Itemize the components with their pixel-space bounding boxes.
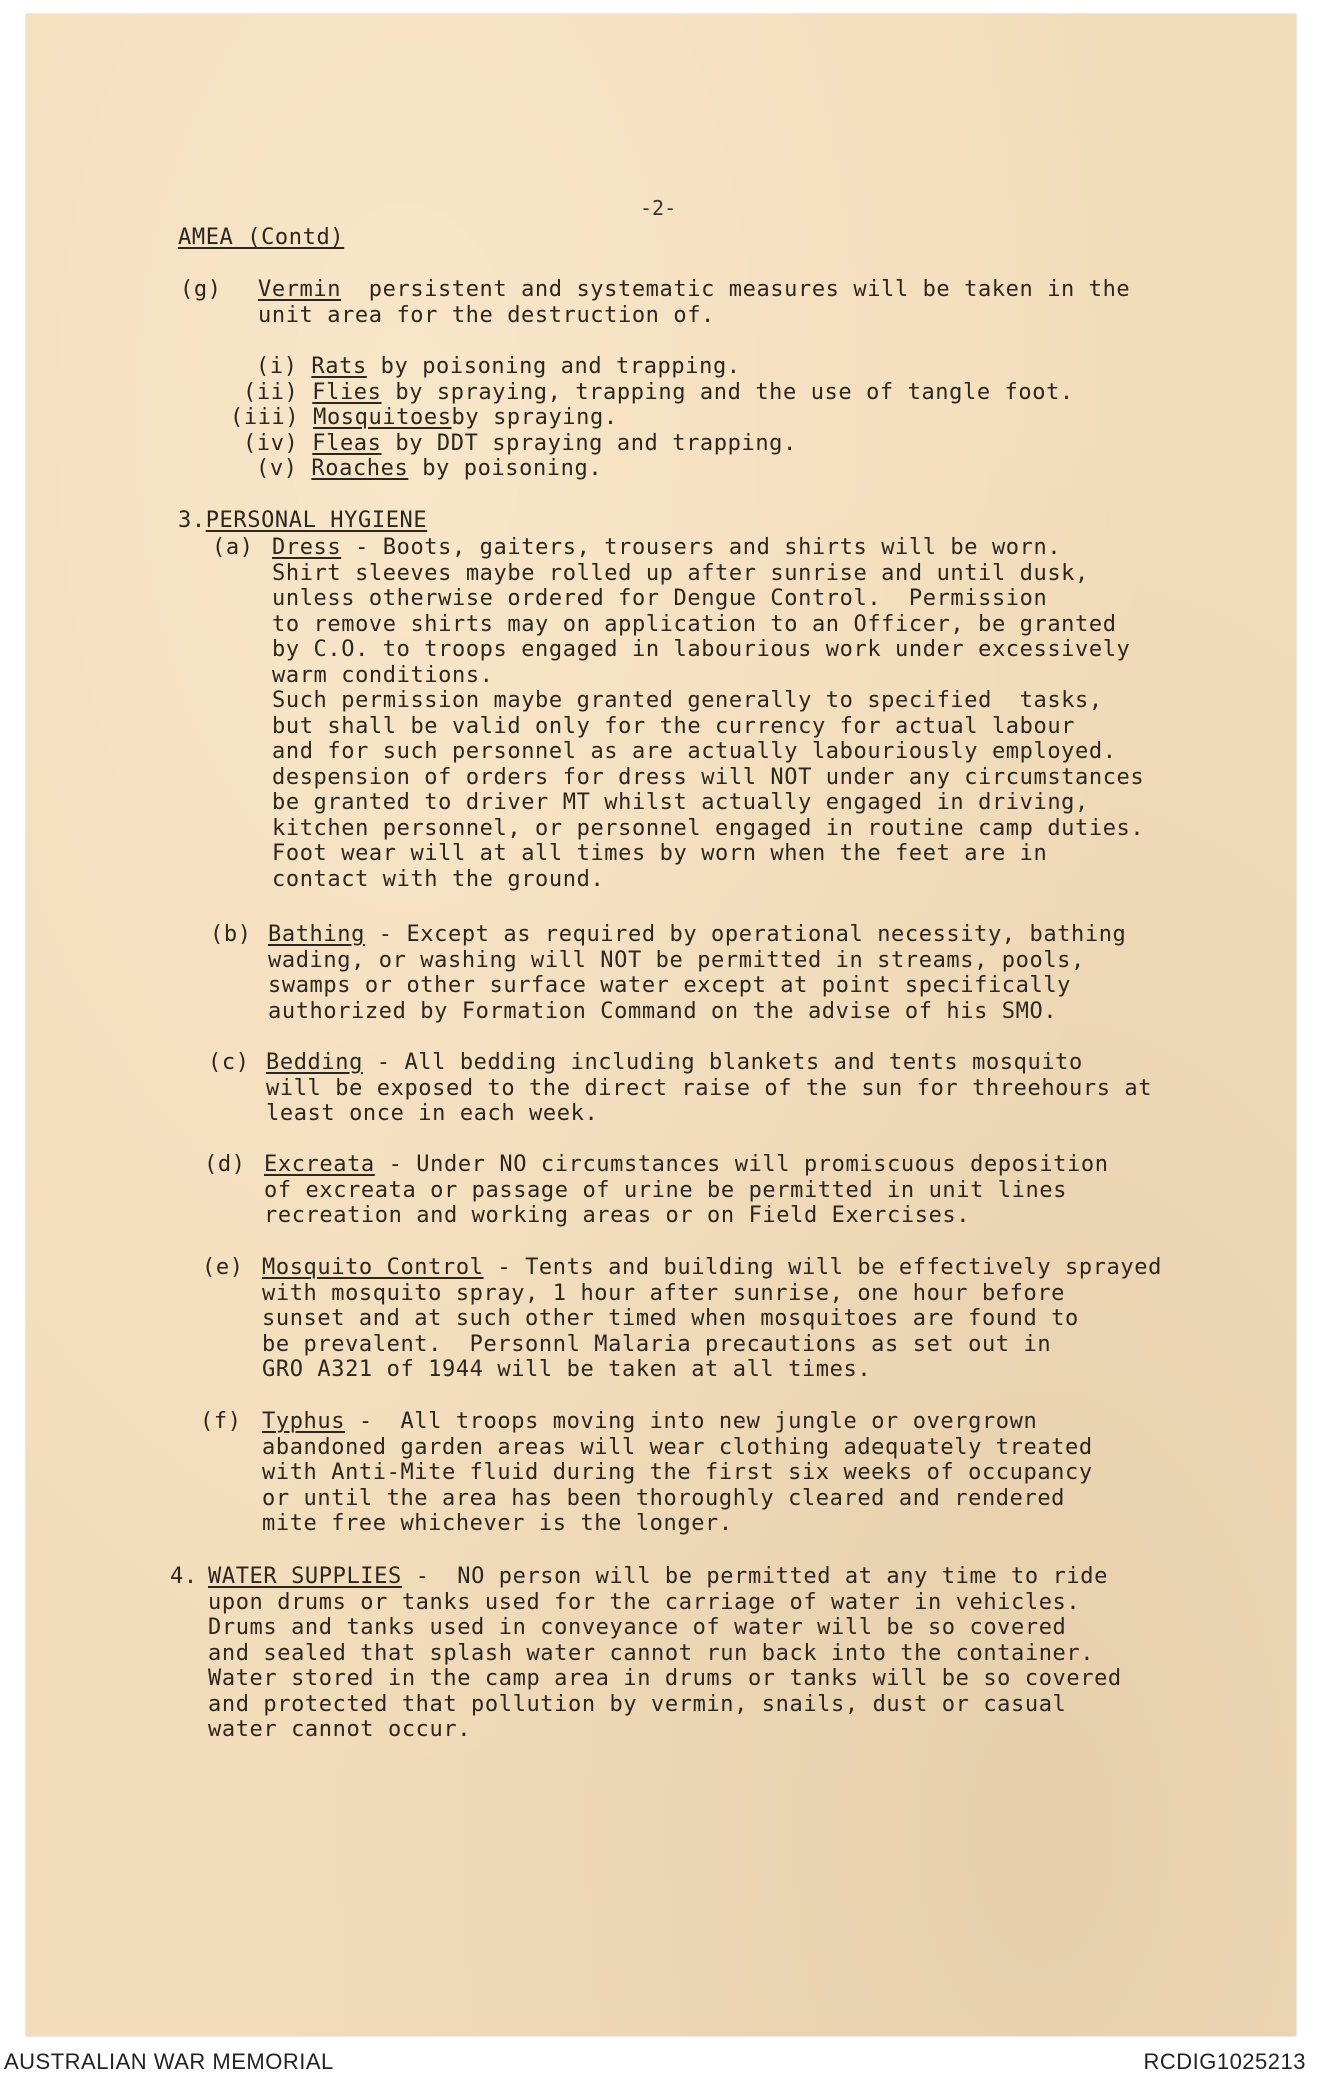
vermin-item: (iv) Fleas by DDT spraying and trapping. bbox=[243, 431, 797, 456]
vermin-item: (iii) Mosquitoesby spraying. bbox=[230, 405, 618, 430]
excreata-title: Excreata bbox=[264, 1152, 375, 1177]
vermin-item: (ii) Flies by spraying, trapping and the use of tangle foot. bbox=[243, 380, 1074, 405]
vermin-marker: (g) bbox=[180, 277, 222, 302]
footer-document-id: RCDIG1025213 bbox=[1143, 2049, 1306, 2074]
typhus-marker: (f) bbox=[200, 1409, 242, 1434]
typhus-title: Typhus bbox=[262, 1409, 346, 1434]
typhus-paragraph: Typhus - All troops moving into new jungle or overgrown abandoned garden areas will wear clothing adequately treated with Anti-Mite fluid during the first six weeks of occupancy or until the area has been thoroughly cleared and rendered mite free whichever is the longer. bbox=[262, 1409, 1093, 1536]
vermin-title: Vermin bbox=[258, 277, 342, 302]
vermin-line-1: persistent and systematic measures will be taken in the bbox=[368, 277, 1131, 302]
bedding-title: Bedding bbox=[266, 1050, 363, 1075]
section-heading: AMEA (Contd) bbox=[178, 225, 345, 250]
hygiene-heading: 3.PERSONAL HYGIENE bbox=[178, 508, 428, 533]
dress-marker: (a) bbox=[212, 535, 254, 560]
dress-paragraph: Dress - Boots, gaiters, trousers and shirts will be worn. Shirt sleeves maybe rolled up after sunrise and until dusk, unless otherwise ordered for Dengue Control. Permission to remove shirts may on application to an Officer, be granted by C.O. to troops engaged in labourious work under excessively warm conditions. Such permission maybe granted generally to specified tasks, but shall be valid only for the currency for actual labour and for such personnel as are actually labouriously employed. despension of orders for dress will NOT under any circumstances be granted to driver MT whilst actually engaged in driving, kitchen personnel, or personnel engaged in routine camp duties. Foot wear will at all times by worn when the feet are in contact with the ground. bbox=[272, 535, 1145, 892]
footer-institution: AUSTRALIAN WAR MEMORIAL bbox=[4, 2049, 334, 2074]
water-title: WATER SUPPLIES bbox=[208, 1564, 402, 1589]
mosquito-paragraph: Mosquito Control - Tents and building will be effectively sprayed with mosquito spray, 1 hour after sunrise, one hour before sunset and at such other timed when mosquitoes are found to be prevalent. Personnl Malaria precautions as set out in GRO A321 of 1944 will be taken at all times. bbox=[262, 1255, 1162, 1382]
excreata-paragraph: Excreata - Under NO circumstances will promiscuous deposition of excreata or passage of urine be permitted in unit lines recreation and working areas or on Field Exercises. bbox=[264, 1152, 1109, 1228]
vermin-line-2: unit area for the destruction of. bbox=[258, 302, 715, 328]
water-number: 4. bbox=[170, 1564, 198, 1589]
dress-title: Dress bbox=[272, 535, 342, 560]
page-number: -2- bbox=[640, 196, 677, 220]
water-paragraph: WATER SUPPLIES - NO person will be permitted at any time to ride upon drums or tanks used for the carriage of water in vehicles. Drums and tanks used in conveyance of water will be so covered and sealed that splash water cannot run back into the container. Water stored in the camp area in drums or tanks will be so covered and protected that pollution by vermin, snails, dust or casual water cannot occur. bbox=[208, 1564, 1122, 1742]
vermin-item: (v) Roaches by poisoning. bbox=[256, 456, 603, 481]
bathing-marker: (b) bbox=[210, 922, 252, 947]
vermin-item: (i) Rats by poisoning and trapping. bbox=[256, 354, 741, 379]
bedding-marker: (c) bbox=[208, 1050, 250, 1075]
bathing-paragraph: Bathing - Except as required by operational necessity, bathing wading, or washing will NOT be permitted in streams, pools, swamps or other surface water except at point specifically authorized by Formation Command on the advise of his SMO. bbox=[268, 922, 1127, 1024]
vermin-paragraph bbox=[258, 277, 1130, 328]
excreata-marker: (d) bbox=[204, 1152, 246, 1177]
mosquito-marker: (e) bbox=[202, 1255, 244, 1280]
bedding-paragraph: Bedding - All bedding including blankets and tents mosquito will be exposed to the direct raise of the sun for threehours at least once in each week. bbox=[266, 1050, 1153, 1126]
bathing-title: Bathing bbox=[268, 922, 365, 947]
mosquito-title: Mosquito Control bbox=[262, 1255, 484, 1280]
